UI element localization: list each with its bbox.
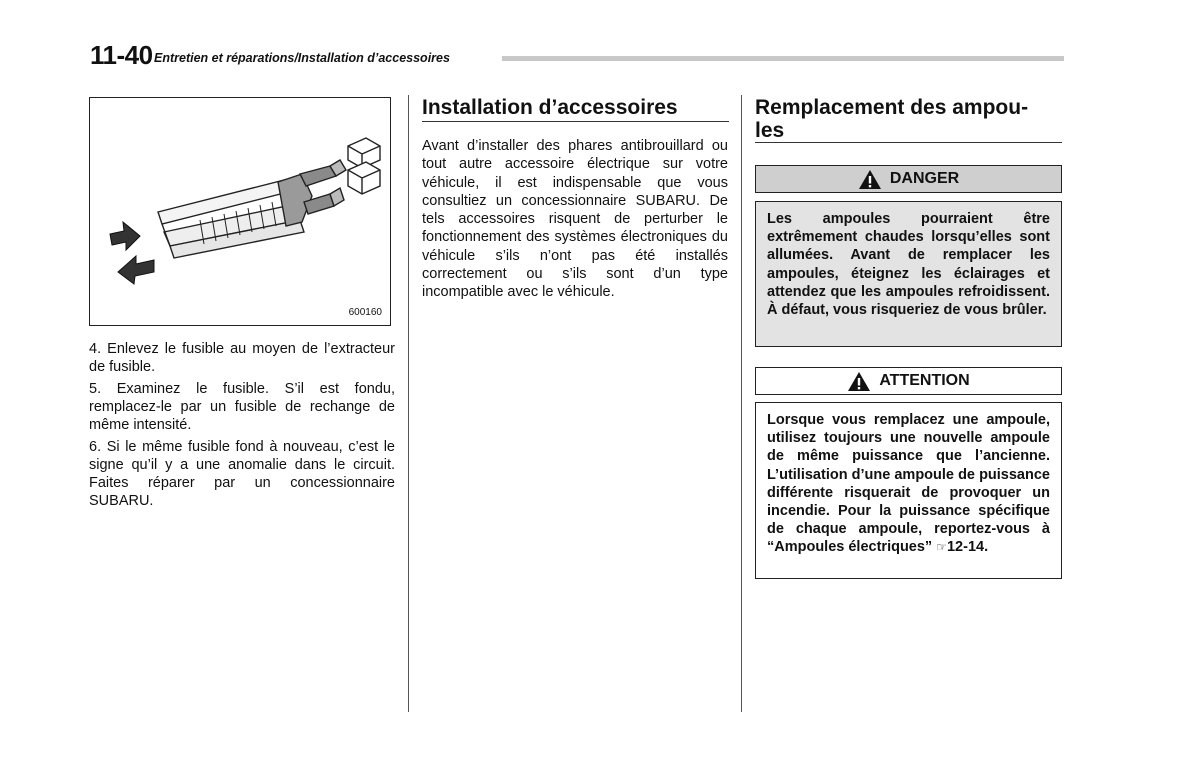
page-header <box>90 40 1065 68</box>
replacement-heading-line2: les <box>755 119 785 142</box>
figure-code: 600160 <box>348 307 382 318</box>
attention-text: Lorsque vous remplacez une ampoule, utilisez toujours une nouvelle ampoule de même puissance que l’ancienne. L’utilisation d’une ampoule de puissance différente risquerait de provoquer un incendie. Pour la puissance spécifique de chaque ampoule, reportez-vous à “Ampoules électriques” <box>767 412 1050 556</box>
step-4: 4. Enlevez le fusible au moyen de l’extracteur de fusible. <box>89 341 395 375</box>
replacement-heading-rule <box>755 142 1062 143</box>
header-rule <box>502 56 1064 61</box>
danger-header <box>755 165 1062 193</box>
installation-body: Avant d’installer des phares antibrouillard ou tout autre accessoire électrique sur votre véhicule, il est indispensable que vous consultiez un concessionnaire SUBARU. De tels accessoires risquent de perturber le fonctionnement des systèmes électroniques du véhicule s’ils n’ont pas été installés correctement ou s’ils sont d’un type incompatible avec le véhicule. <box>422 138 728 301</box>
fuse-steps <box>89 340 395 514</box>
attention-label: ATTENTION <box>879 372 970 389</box>
warning-triangle-icon <box>847 371 871 392</box>
column-divider-right <box>741 95 742 712</box>
danger-body: Les ampoules pourraient être extrêmement chaudes lorsqu’elles sont allumées. Avant de remplacer les ampoules, éteignez les éclairages et attendez que les ampoules refroidissent. À défaut, vous risqueriez de vous brûler. <box>755 201 1062 347</box>
page-reference-icon: ☞ <box>936 540 947 555</box>
arrow-out-icon <box>118 256 154 284</box>
attention-body <box>755 402 1062 579</box>
warning-triangle-icon <box>858 169 882 190</box>
replacement-heading <box>755 96 1065 142</box>
fuse-puller-figure <box>89 97 391 326</box>
step-6: 6. Si le même fusible fond à nouveau, c’est le signe qu’il y a une anomalie dans le circuit. Faites réparer par un concessionnaire SUBARU. <box>89 439 395 509</box>
arrow-in-icon <box>110 222 140 250</box>
section-title: Entretien et réparations/Installation d’accessoires <box>154 51 450 65</box>
attention-header <box>755 367 1062 395</box>
replacement-heading-line1: Remplacement des ampou- <box>755 96 1029 119</box>
installation-heading: Installation d’accessoires <box>422 96 678 119</box>
fuse-icon <box>348 138 380 194</box>
column-divider-left <box>408 95 409 712</box>
fuse-puller-illustration <box>90 98 390 325</box>
page-number: 11-40 <box>90 40 153 70</box>
danger-label: DANGER <box>889 170 960 187</box>
attention-ref-page: 12-14. <box>946 539 989 556</box>
installation-heading-rule <box>422 121 729 122</box>
fuse-puller-icon <box>158 160 346 258</box>
step-5: 5. Examinez le fusible. S’il est fondu, remplacez-le par un fusible de rechange de même intensité. <box>89 381 395 433</box>
